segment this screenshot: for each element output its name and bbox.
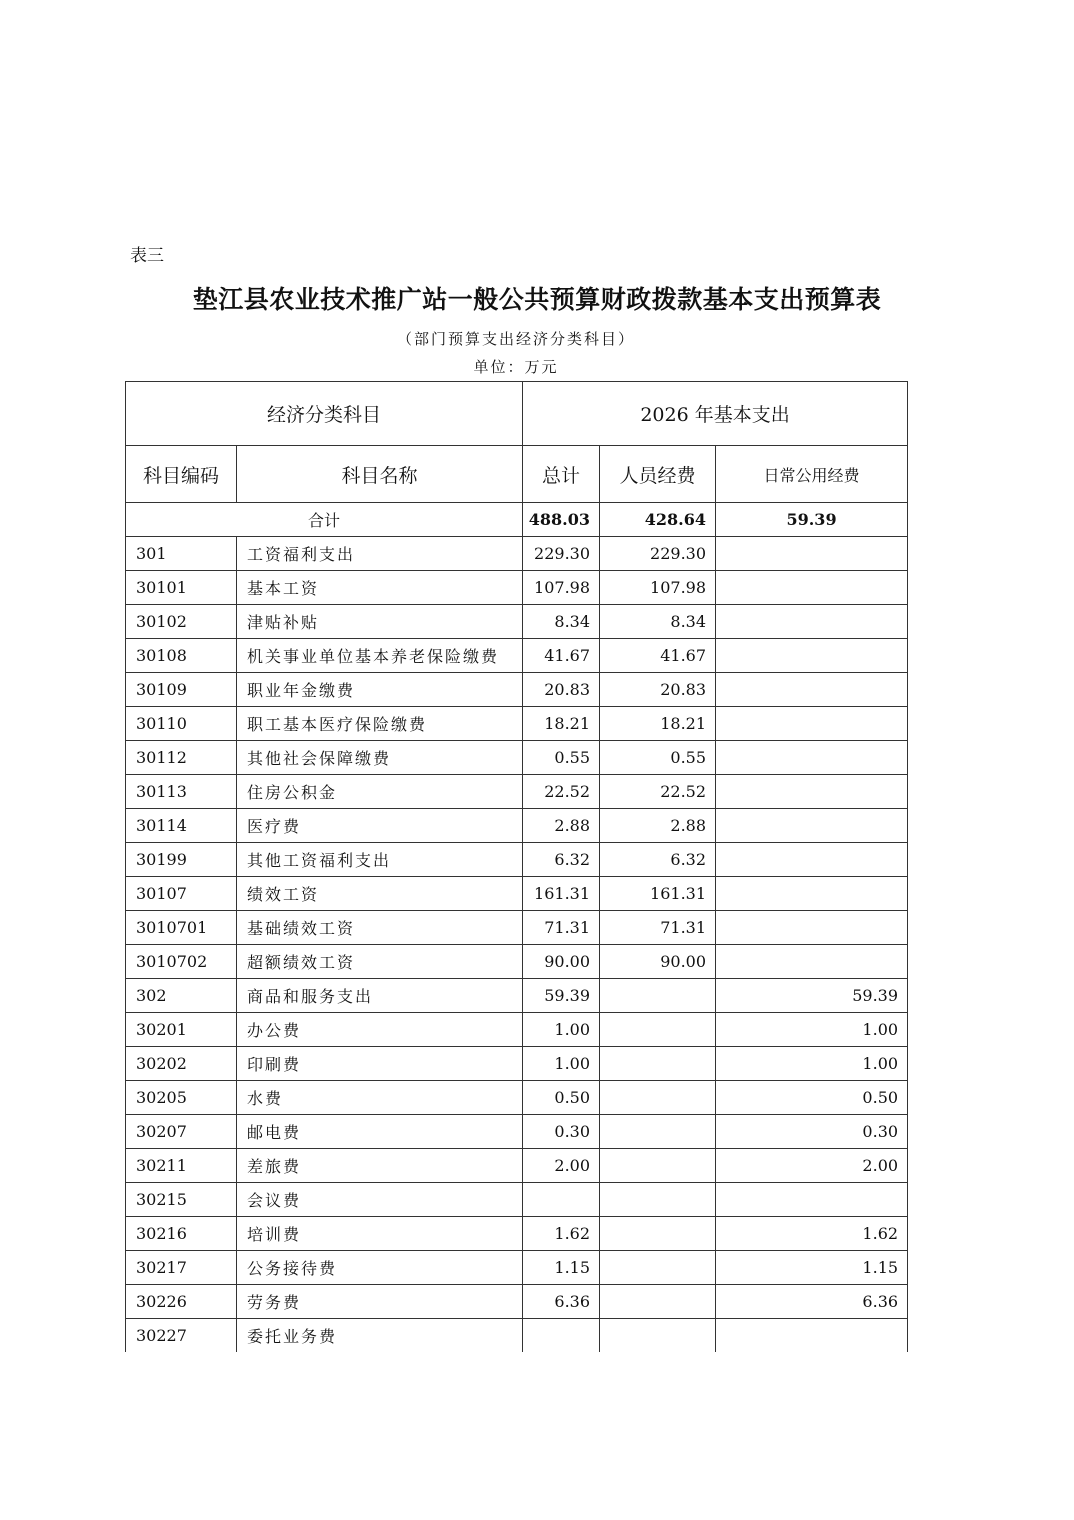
row-code: 30113 (126, 775, 237, 809)
row-total: 6.32 (523, 843, 600, 877)
table-row (126, 639, 908, 673)
row-personnel: 90.00 (600, 945, 716, 979)
table-row (126, 1149, 908, 1183)
row-total: 1.00 (523, 1013, 600, 1047)
row-name: 绩效工资 (237, 877, 523, 911)
row-code: 30112 (126, 741, 237, 775)
row-name: 水费 (237, 1081, 523, 1115)
row-personnel: 0.55 (600, 741, 716, 775)
row-public: 1.00 (716, 1047, 908, 1081)
row-total: 107.98 (523, 571, 600, 605)
header-total: 总计 (523, 446, 600, 503)
row-personnel: 2.88 (600, 809, 716, 843)
row-public (716, 945, 908, 979)
header-public: 日常公用经费 (716, 446, 908, 503)
row-personnel: 22.52 (600, 775, 716, 809)
table-row (126, 1047, 908, 1081)
row-name: 住房公积金 (237, 775, 523, 809)
row-public (716, 537, 908, 571)
column-header-row (126, 446, 908, 503)
row-total: 90.00 (523, 945, 600, 979)
row-code: 30110 (126, 707, 237, 741)
table-row (126, 775, 908, 809)
row-public (716, 673, 908, 707)
row-total (523, 1319, 600, 1353)
row-code: 30108 (126, 639, 237, 673)
row-name: 工资福利支出 (237, 537, 523, 571)
row-public (716, 707, 908, 741)
row-public (716, 877, 908, 911)
row-personnel (600, 1115, 716, 1149)
total-label: 合计 (126, 503, 523, 537)
row-name: 机关事业单位基本养老保险缴费 (237, 639, 523, 673)
row-public (716, 775, 908, 809)
unit-label: 单位：万元 (473, 358, 559, 376)
row-total: 41.67 (523, 639, 600, 673)
row-public (716, 809, 908, 843)
row-code: 301 (126, 537, 237, 571)
row-name: 劳务费 (237, 1285, 523, 1319)
row-personnel: 20.83 (600, 673, 716, 707)
row-total: 1.62 (523, 1217, 600, 1251)
header-code: 科目编码 (126, 446, 237, 503)
table-row (126, 673, 908, 707)
total-public: 59.39 (716, 503, 908, 537)
row-code: 302 (126, 979, 237, 1013)
row-name: 差旅费 (237, 1149, 523, 1183)
table-row (126, 1183, 908, 1217)
table-row (126, 605, 908, 639)
row-name: 公务接待费 (237, 1251, 523, 1285)
row-total: 0.30 (523, 1115, 600, 1149)
row-code: 30101 (126, 571, 237, 605)
total-sum: 488.03 (523, 503, 600, 537)
row-personnel (600, 1183, 716, 1217)
row-personnel: 229.30 (600, 537, 716, 571)
row-name: 商品和服务支出 (237, 979, 523, 1013)
table-row (126, 1217, 908, 1251)
table-row (126, 979, 908, 1013)
row-personnel (600, 1149, 716, 1183)
row-public: 0.30 (716, 1115, 908, 1149)
row-code: 30216 (126, 1217, 237, 1251)
row-name: 其他社会保障缴费 (237, 741, 523, 775)
row-personnel (600, 1013, 716, 1047)
row-public: 2.00 (716, 1149, 908, 1183)
row-name: 医疗费 (237, 809, 523, 843)
table-row (126, 911, 908, 945)
row-total: 0.50 (523, 1081, 600, 1115)
row-code: 30102 (126, 605, 237, 639)
table-row (126, 571, 908, 605)
row-code: 3010702 (126, 945, 237, 979)
row-code: 30205 (126, 1081, 237, 1115)
row-code: 30202 (126, 1047, 237, 1081)
row-name: 印刷费 (237, 1047, 523, 1081)
row-code: 30201 (126, 1013, 237, 1047)
row-name: 基础绩效工资 (237, 911, 523, 945)
row-total: 0.55 (523, 741, 600, 775)
row-name: 职工基本医疗保险缴费 (237, 707, 523, 741)
table-row (126, 945, 908, 979)
row-public (716, 639, 908, 673)
row-personnel (600, 979, 716, 1013)
row-total: 229.30 (523, 537, 600, 571)
row-name: 基本工资 (237, 571, 523, 605)
header-personnel: 人员经费 (600, 446, 716, 503)
row-total: 22.52 (523, 775, 600, 809)
row-code: 30114 (126, 809, 237, 843)
row-total: 59.39 (523, 979, 600, 1013)
row-public: 6.36 (716, 1285, 908, 1319)
row-public: 0.50 (716, 1081, 908, 1115)
row-total: 2.88 (523, 809, 600, 843)
row-code: 30211 (126, 1149, 237, 1183)
row-code: 3010701 (126, 911, 237, 945)
row-public: 1.15 (716, 1251, 908, 1285)
table-row (126, 707, 908, 741)
row-personnel (600, 1251, 716, 1285)
row-code: 30227 (126, 1319, 237, 1353)
row-personnel: 71.31 (600, 911, 716, 945)
group-header-row (126, 382, 908, 446)
row-name: 津贴补贴 (237, 605, 523, 639)
row-personnel (600, 1285, 716, 1319)
row-public (716, 1319, 908, 1353)
row-personnel: 8.34 (600, 605, 716, 639)
row-total: 2.00 (523, 1149, 600, 1183)
table-row (126, 1319, 908, 1353)
header-economic-category: 经济分类科目 (126, 382, 523, 446)
table-row (126, 809, 908, 843)
row-code: 30215 (126, 1183, 237, 1217)
row-public: 1.00 (716, 1013, 908, 1047)
header-name: 科目名称 (237, 446, 523, 503)
row-total (523, 1183, 600, 1217)
row-code: 30217 (126, 1251, 237, 1285)
table-row (126, 1285, 908, 1319)
document-subtitle: （部门预算支出经济分类科目） (396, 330, 635, 348)
row-public: 1.62 (716, 1217, 908, 1251)
header-basic-expenditure: 2026 年基本支出 (523, 382, 908, 446)
table-row (126, 877, 908, 911)
row-public (716, 911, 908, 945)
row-total: 18.21 (523, 707, 600, 741)
total-personnel: 428.64 (600, 503, 716, 537)
table-row (126, 1251, 908, 1285)
row-name: 会议费 (237, 1183, 523, 1217)
table-row (126, 843, 908, 877)
row-personnel (600, 1047, 716, 1081)
table-row (126, 1081, 908, 1115)
row-total: 6.36 (523, 1285, 600, 1319)
row-public (716, 843, 908, 877)
row-code: 30109 (126, 673, 237, 707)
table-label: 表三 (130, 246, 164, 266)
table-row (126, 741, 908, 775)
document-title: 垫江县农业技术推广站一般公共预算财政拨款基本支出预算表 (192, 285, 882, 314)
table-row (126, 537, 908, 571)
row-personnel: 18.21 (600, 707, 716, 741)
row-personnel (600, 1319, 716, 1353)
table-row (126, 1013, 908, 1047)
row-total: 71.31 (523, 911, 600, 945)
row-public (716, 571, 908, 605)
row-personnel: 6.32 (600, 843, 716, 877)
row-name: 职业年金缴费 (237, 673, 523, 707)
row-personnel: 107.98 (600, 571, 716, 605)
row-total: 161.31 (523, 877, 600, 911)
row-public: 59.39 (716, 979, 908, 1013)
row-code: 30207 (126, 1115, 237, 1149)
row-name: 超额绩效工资 (237, 945, 523, 979)
row-name: 邮电费 (237, 1115, 523, 1149)
row-total: 20.83 (523, 673, 600, 707)
row-personnel: 161.31 (600, 877, 716, 911)
row-name: 委托业务费 (237, 1319, 523, 1353)
total-row (126, 503, 908, 537)
row-name: 办公费 (237, 1013, 523, 1047)
row-code: 30199 (126, 843, 237, 877)
row-personnel: 41.67 (600, 639, 716, 673)
row-total: 8.34 (523, 605, 600, 639)
row-name: 其他工资福利支出 (237, 843, 523, 877)
row-total: 1.00 (523, 1047, 600, 1081)
row-public (716, 605, 908, 639)
row-personnel (600, 1081, 716, 1115)
row-code: 30226 (126, 1285, 237, 1319)
row-name: 培训费 (237, 1217, 523, 1251)
row-total: 1.15 (523, 1251, 600, 1285)
row-personnel (600, 1217, 716, 1251)
row-public (716, 741, 908, 775)
row-public (716, 1183, 908, 1217)
budget-table (125, 381, 908, 1352)
table-row (126, 1115, 908, 1149)
row-code: 30107 (126, 877, 237, 911)
